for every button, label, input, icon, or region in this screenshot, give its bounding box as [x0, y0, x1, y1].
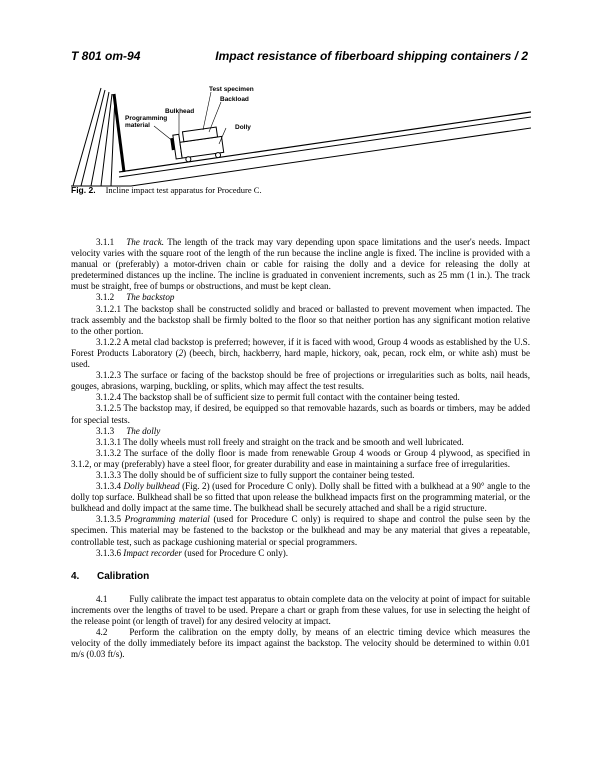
caption-number: Fig. 2. — [71, 185, 96, 195]
label-material: material — [125, 122, 150, 129]
para-text: The length of the track may vary depending upon space limitations and the user's needs. Impact velocity varies with the square root of the length of the run because the incline angle is fixed. The incline is provided with a manual or (preferably) a motor-driven chain or cable for raising the dolly and a device for releasing the dolly at predetermined distances up the incline. The incline is graduated in convenient increments, such as 25 mm (1 in.). The track must be straight, free of bumps or obstructions, and must be kept clean. — [71, 237, 530, 292]
section-number: 4. — [71, 570, 80, 582]
label-dolly: Dolly — [235, 124, 251, 131]
section-title: Calibration — [97, 570, 150, 582]
para-text: Fully calibrate the impact test apparatus to obtain complete data on the velocity at point of impact for suitable increments over the lengths of travel to be used. Prepare a chart or graph from these values, for use in selecting the height of the release point (or length of travel) for any desired velocity at impact. — [71, 593, 530, 626]
para-number: 3.1.2 — [96, 292, 115, 303]
header-title: Impact resistance of fiberboard shipping containers / 2 — [215, 49, 528, 63]
para-3-1-3-2: 3.1.3.2 The surface of the dolly floor is made from renewable Group 4 woods or Group 4 plywood, as specified in 3.1.2, or may (preferably) have a steel floor, for greater durability and ease in maintaining a surface free of irregularities. — [71, 447, 530, 469]
document-body — [71, 237, 530, 660]
para-text: ) (beech, birch, hackberry, hard maple, hickory, oak, pecan, rock elm, or white ash) must be used. — [71, 347, 530, 370]
label-test-specimen: Test specimen — [209, 86, 254, 93]
para-title: Impact recorder — [123, 547, 182, 558]
para-4-2 — [71, 627, 530, 660]
para-number: 3.1.3.5 — [96, 514, 122, 525]
para-3-1-3-3: 3.1.3.3 The dolly should be of sufficient size to fully support the container being tested. — [96, 469, 415, 480]
para-text: (used for Procedure C only). — [184, 547, 289, 558]
para-number: 3.1.1 — [96, 237, 115, 247]
section-heading-calibration — [71, 571, 530, 582]
reference-number: 2 — [178, 347, 184, 358]
label-backload: Backload — [220, 96, 249, 103]
para-3-1-2 — [71, 292, 530, 303]
para-text: (Fig. 2) (used for Procedure C only). Dolly shall be fitted with a bulkhead at a 90° angle to the dolly top surface. Bulkhead shall be so fitted that upon release the bulkhead impacts first on the programming material, or the bulkhead and dolly impact at the same time. The bulkhead shall be securely attached and shall be a rigid structure. — [71, 481, 530, 514]
para-3-1-3-4 — [71, 481, 530, 514]
para-3-1-2-5: 3.1.2.5 The backstop may, if desired, be equipped so that removable hazards, such as boards or timbers, may be added for special tests. — [71, 403, 530, 425]
para-3-1-3 — [71, 426, 530, 437]
para-number: 4.1 — [96, 593, 108, 604]
para-title: The backstop — [126, 292, 175, 303]
para-3-1-3-6 — [71, 548, 530, 559]
para-3-1-3-1: 3.1.3.1 The dolly wheels must roll freely and straight on the track and be smooth and well lubricated. — [96, 436, 464, 447]
para-3-1-3-5 — [71, 514, 530, 547]
para-3-1-2-4: 3.1.2.4 The backstop shall be of sufficient size to permit full contact with the container being tested. — [96, 392, 460, 403]
para-4-1 — [71, 594, 530, 627]
figure-caption — [71, 185, 262, 195]
incline-apparatus-figure — [71, 86, 531, 190]
para-title: Programming material — [124, 514, 210, 525]
para-text: Perform the calibration on the empty dolly, by means of an electric timing device which measures the velocity of the dolly immediately before its impact against the backstop. The velocity should be determined to within 0.01 m/s (0.03 ft/s). — [71, 627, 530, 660]
header-doc-id: T 801 om-94 — [71, 49, 141, 63]
para-title: The dolly — [126, 425, 161, 436]
para-text: (used for Procedure C only) is required to shape and control the pulse seen by the specimen. This material may be fastened to the backstop or the bulkhead and may be any material that gives a repeatable, controllable test, such as package cushioning material or special programmers. — [71, 514, 530, 547]
para-3-1-2-3: 3.1.2.3 The surface or facing of the backstop should be free of projections or irregularities such as bolts, nail heads, gouges, abrasions, warping, buckling, or splits, which may affect the test results. — [71, 370, 530, 392]
para-3-1-2-1: 3.1.2.1 The backstop shall be constructed solidly and braced or ballasted to prevent movement when impacted. The track assembly and the backstop shall be firmly bolted to the floor so that neither portion has any significant motion relative to the other portion. — [71, 303, 530, 336]
para-number: 3.1.3.6 — [96, 547, 122, 558]
para-text: 3.1.2.2 A metal clad backstop is preferred; however, if it is faced with wood, Group 4 woods as established by the U.S. Forest Products Laboratory ( — [71, 336, 530, 358]
para-title: The track. — [126, 237, 165, 247]
para-3-1-1 — [71, 237, 530, 292]
para-3-1-2-2 — [71, 337, 530, 370]
caption-text: Incline impact test apparatus for Procedure C. — [105, 185, 262, 195]
para-title: Dolly bulkhead — [123, 481, 180, 492]
label-programming: Programming — [125, 115, 168, 122]
para-number: 3.1.3 — [96, 425, 115, 436]
label-bulkhead: Bulkhead — [165, 108, 195, 115]
para-number: 4.2 — [96, 627, 108, 638]
para-number: 3.1.3.4 — [96, 481, 122, 492]
